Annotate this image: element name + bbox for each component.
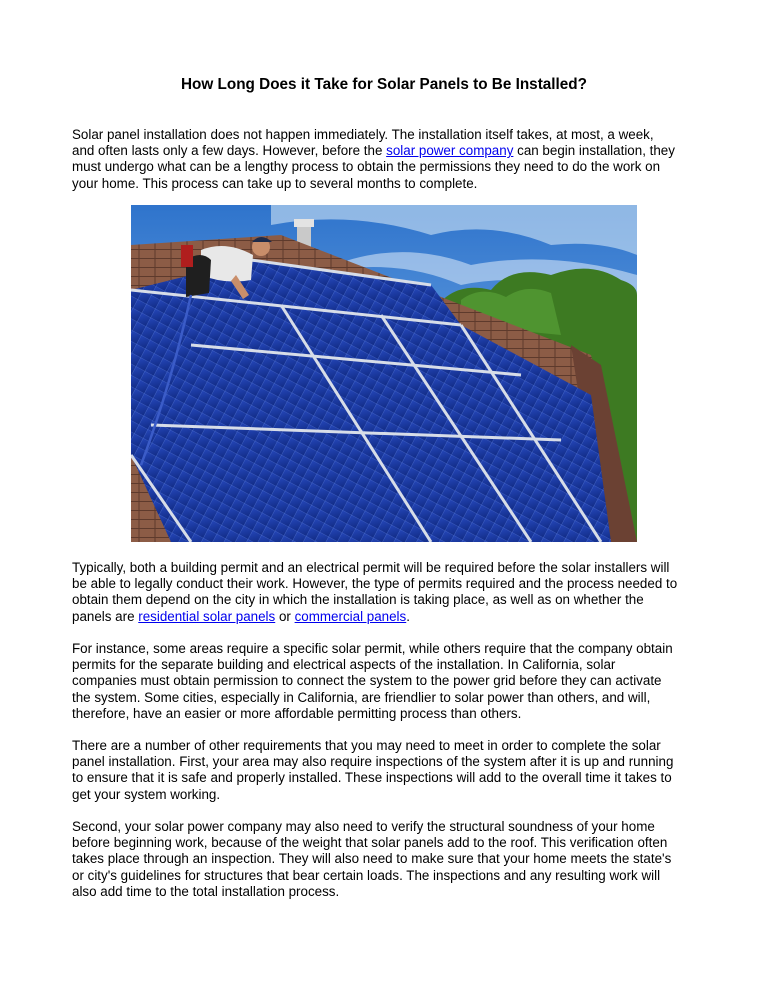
paragraph-structural: Second, your solar power company may also need to verify the structural soundness of your home before beginning work, because of the weight that solar panels add to the roof. This verification often takes place through an inspection. They will also need to make sure that your home meets the state's or city's guidelines for structures that bear certain loads. The inspections and any resulting work will also add time to the total installation process. [72, 819, 672, 899]
residential-solar-panels-link[interactable]: residential solar panels [138, 608, 276, 624]
paragraph-inspections: There are a number of other requirements that you may need to meet in order to complete the solar panel installation. First, your area may also require inspections of the system after it is up and running to ensure that it is safe and properly installed. These inspections will add to the overall time it takes to get your system working. [72, 738, 674, 802]
commercial-panels-link[interactable]: commercial panels [294, 608, 407, 624]
document-title: How Long Does it Take for Solar Panels to Be Installed? [180, 76, 587, 93]
paragraph-permits: Typically, both a building permit and an electrical permit will be required before the solar installers will be able to legally conduct their work. However, the type of permits required and the process needed to obtain them depend on the city in which the installation is taking place, as well as on whether the panels are residential solar panels or commercial panels. [72, 560, 678, 624]
solar-power-company-link[interactable]: solar power company [386, 143, 514, 159]
paragraph-intro: Solar panel installation does not happen immediately. The installation itself takes, at most, a week, and often lasts only a few days. However, before the solar power company can begin installation, they must undergo what can be a lengthy process to obtain the permissions they need to do the work on your home. This process can take up to several months to complete. [72, 127, 675, 191]
paragraph-california: For instance, some areas require a specific solar permit, while others require that the company obtain permits for the separate building and electrical aspects of the installation. In California, solar companies must obtain permission to connect the system to the power grid before they can activate the system. Some cities, especially in California, are friendlier to solar power than others, and will, therefore, have an easier or more affordable permitting process than others. [72, 641, 673, 721]
solar-installation-photo [131, 205, 637, 542]
